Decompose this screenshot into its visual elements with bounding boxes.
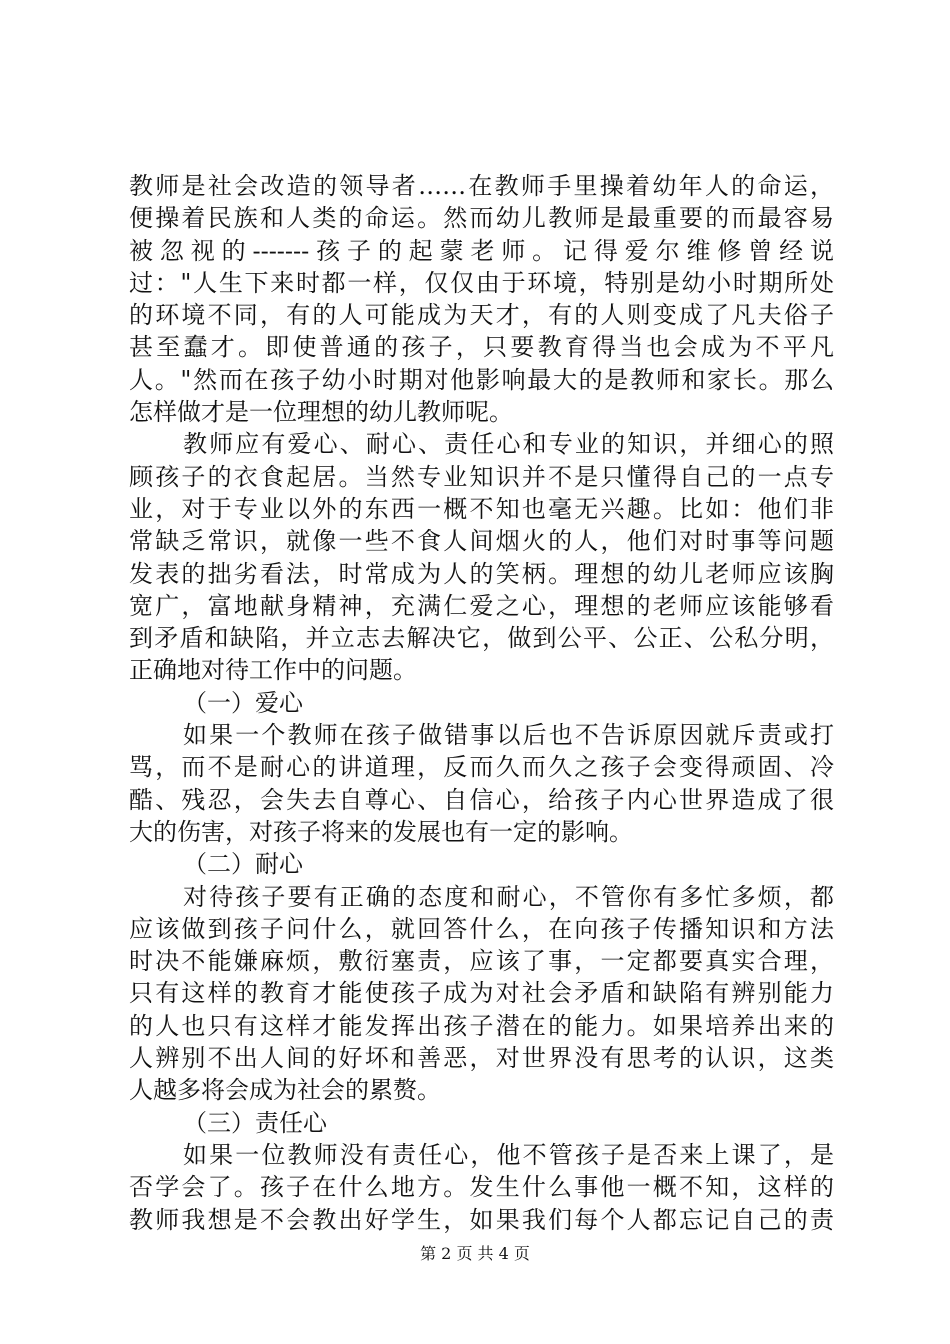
text-line: 的人也只有这样才能发挥出孩子潜在的能力。如果培养出来的 [129,1011,834,1040]
text-line: 甚至蠢才。即使普通的孩子，只要教育得当也会成为不平凡 [129,333,834,362]
text-line: 教师是社会改造的领导者……在教师手里操着幼年人的命运， [129,172,834,200]
text-line: （二）耐心 [183,850,303,879]
text-line: 应该做到孩子问什么，就回答什么，在向孩子传播知识和方法 [129,914,834,943]
text-line: 教师我想是不会教出好学生，如果我们每个人都忘记自己的责 [129,1205,834,1234]
text-line: （三）责任心 [183,1108,327,1137]
text-line: 只有这样的教育才能使孩子成为对社会矛盾和缺陷有辨别能力 [129,979,834,1008]
text-line: 发表的拙劣看法，时常成为人的笑柄。理想的幼儿老师应该胸 [129,559,834,588]
text-line: 宽广，富地献身精神，充满仁爱之心，理想的老师应该能够看 [129,591,834,620]
text-line: 否学会了。孩子在什么地方。发生什么事他一概不知，这样的 [129,1173,834,1202]
text-line: 怎样做才是一位理想的幼儿教师呢。 [129,398,513,427]
page-footer: 第 2 页 共 4 页 [420,1244,530,1263]
text-line: 业，对于专业以外的东西一概不知也毫无兴趣。比如：他们非 [129,494,834,523]
text-line: 人。"然而在孩子幼小时期对他影响最大的是教师和家长。那么 [129,365,834,394]
text-line: 便操着民族和人类的命运。然而幼儿教师是最重要的而最容易 [129,204,834,233]
text-line: 酷、残忍，会失去自尊心、自信心，给孩子内心世界造成了很 [129,785,834,814]
text-line: 过："人生下来时都一样，仅仅由于环境，特别是幼小时期所处 [129,268,834,297]
text-line: 对待孩子要有正确的态度和耐心，不管你有多忙多烦，都 [183,882,834,911]
text-line: （一）爱心 [183,688,303,717]
text-line: 大的伤害，对孩子将来的发展也有一定的影响。 [129,817,633,846]
text-line: 常缺乏常识，就像一些不食人间烟火的人，他们对时事等问题 [129,527,834,556]
text-line: 顾孩子的衣食起居。当然专业知识并不是只懂得自己的一点专 [129,462,834,491]
document-body [129,170,834,1236]
text-line: 人越多将会成为社会的累赘。 [129,1076,441,1105]
text-line: 的环境不同，有的人可能成为天才，有的人则变成了凡夫俗子 [129,301,834,330]
text-line: 时决不能嫌麻烦，敷衍塞责，应该了事，一定都要真实合理， [129,947,834,976]
text-line: 人辨别不出人间的好坏和善恶，对世界没有思考的认识，这类 [129,1044,834,1073]
text-line: 到矛盾和缺陷，并立志去解决它，做到公平、公正、公私分明， [129,624,834,653]
text-line: 正确地对待工作中的问题。 [129,656,417,685]
text-line: 骂，而不是耐心的讲道理，反而久而久之孩子会变得顽固、冷 [129,753,834,782]
text-line: 如果一位教师没有责任心，他不管孩子是否来上课了，是 [183,1140,834,1169]
text-line: 教师应有爱心、耐心、责任心和专业的知识，并细心的照 [183,430,834,459]
text-line: 如果一个教师在孩子做错事以后也不告诉原因就斥责或打 [183,721,834,750]
text-line: 被忽视的-------孩子的起蒙老师。记得爱尔维修曾经说 [129,236,834,265]
